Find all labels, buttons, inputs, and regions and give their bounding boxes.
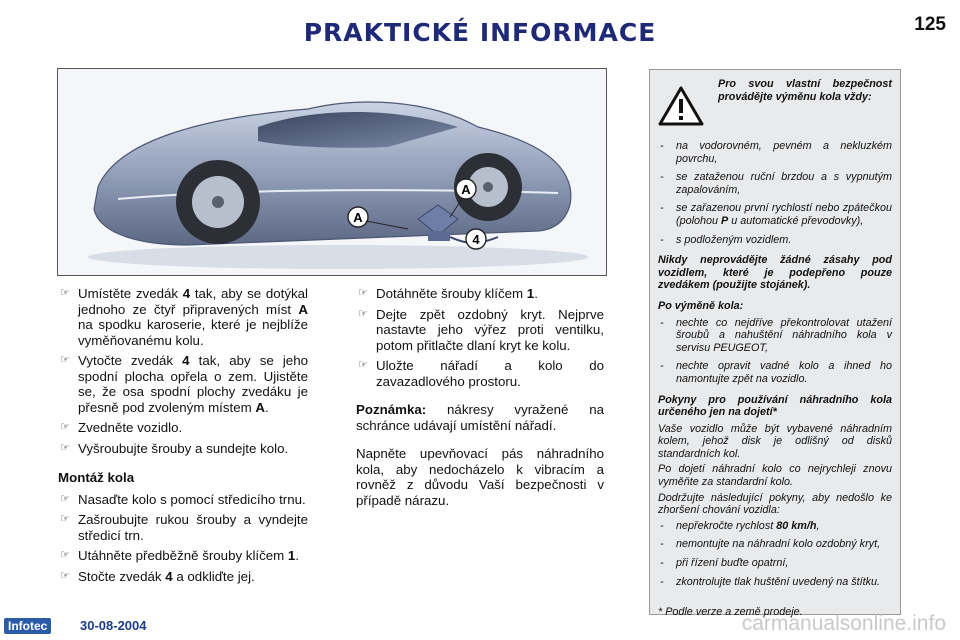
- never-warning: Nikdy neprovádějte žádné zásahy pod vozidlem, které je podepřeno pouze zvedákem (použijte stojánek).: [658, 254, 892, 292]
- list-item: ☞ Stočte zvedák 4 a odkliďte jej.: [60, 568, 255, 584]
- pointer-icon: ☞: [60, 287, 70, 299]
- list-item: - při řízení buďte opatrní,: [660, 557, 789, 570]
- footer-date: 30-08-2004: [80, 618, 147, 633]
- pointer-icon: ☞: [60, 549, 70, 561]
- warning-header: [658, 78, 892, 126]
- spare-wheel-heading: Pokyny pro používání náhradního kola určeného jen na dojetí*: [658, 393, 892, 419]
- watermark: carmanualsonline.info: [741, 612, 946, 635]
- warning-title: Pro svou vlastní bezpečnost provádějte výměnu kola vždy:: [718, 78, 892, 103]
- pointer-icon: ☞: [358, 287, 368, 299]
- list-item: ☞ Nasaďte kolo s pomocí středicího trnu.: [60, 491, 306, 507]
- note-paragraph: Poznámka: nákresy vyražené na schránce udávají umístění nářadí.: [356, 402, 604, 433]
- strap-paragraph: Napněte upevňovací pás náhradního kola, aby nedocházelo k vibracím a rovněž z důvodu Vaší bezpečnosti v případě nárazu.: [356, 446, 604, 508]
- list-item: ☞ Vytočte zvedák 4 tak, aby se jeho spodní plocha opřela o zem. Ujistěte se, že osa spodní plochy zvedáku je přesně pod zvoleným místem A.: [60, 353, 308, 415]
- left-column: [58, 286, 308, 589]
- wheel-change-illustration: [57, 68, 607, 276]
- spare-paragraph: Dodržujte následující pokyny, aby nedošlo ke zhoršení chování vozidla:: [658, 491, 892, 517]
- section-heading: Montáž kola: [58, 470, 135, 485]
- list-item: ☞ Umístěte zvedák 4 tak, aby se dotýkal jednoho ze čtyř připravených míst A na spodku karoserie, které je nejblíže vyměňovanému kolu.: [60, 286, 308, 348]
- list-item: - nepřekročte rychlost 80 km/h,: [660, 519, 820, 532]
- rear-wheel: [176, 160, 260, 244]
- list-item: ☞ Dejte zpět ozdobný kryt. Nejprve nastavte jeho výřez proti ventilku, potom přitlačte dlaní kryt ke kolu.: [358, 306, 604, 353]
- list-item: ☞ Zvedněte vozidlo.: [60, 420, 183, 435]
- right-column: [356, 286, 604, 508]
- svg-text:A: A: [353, 210, 363, 225]
- list-item: - se zařazenou první rychlostí nebo zpátečkou (polohou P u automatické převodovky),: [660, 202, 892, 227]
- spare-paragraph: Po dojetí náhradní kolo co nejrychleji znovu vyměňte za standardní kolo.: [658, 463, 892, 489]
- list-item: - nechte co nejdříve překontrolovat utažení šroubů a nahuštění náhradního kola v servisu PEUGEOT,: [660, 316, 892, 354]
- infotec-badge: Infotec: [4, 618, 51, 634]
- after-change-heading: Po výměně kola:: [658, 299, 744, 312]
- page-title: PRAKTICKÉ INFORMACE: [303, 18, 657, 47]
- list-item: ☞ Dotáhněte šrouby klíčem 1.: [358, 286, 538, 301]
- list-item: - nemontujte na náhradní kolo ozdobný kryt,: [660, 538, 881, 551]
- list-item: - s podloženým vozidlem.: [660, 233, 792, 246]
- pointer-icon: ☞: [60, 513, 70, 525]
- list-item: - se zataženou ruční brzdou a s vypnutým zapalováním,: [660, 171, 892, 196]
- pointer-icon: ☞: [358, 359, 368, 371]
- svg-text:4: 4: [472, 232, 480, 247]
- list-item: - na vodorovném, pevném a nekluzkém povrchu,: [660, 140, 892, 165]
- label-4: [466, 229, 486, 249]
- footnote: * Podle verze a země prodeje.: [658, 606, 803, 619]
- svg-text:A: A: [461, 182, 471, 197]
- pointer-icon: ☞: [60, 421, 70, 433]
- page-number: 125: [914, 14, 946, 35]
- list-item: ☞ Vyšroubujte šrouby a sundejte kolo.: [60, 440, 289, 456]
- pointer-icon: ☞: [60, 569, 70, 582]
- spare-paragraph: Vaše vozidlo může být vybavené náhradním kolem, jehož disk je odlišný od disků standardních kol.: [658, 422, 892, 460]
- safety-warning-box: [649, 69, 901, 619]
- list-item: - nechte opravit vadné kolo a ihned ho namontujte zpět na vozidlo.: [660, 360, 892, 385]
- pointer-icon: ☞: [60, 354, 70, 366]
- warning-triangle-icon: [658, 86, 704, 126]
- pointer-icon: ☞: [60, 492, 70, 505]
- list-item: ☞ Zašroubujte rukou šrouby a vyndejte středicí trn.: [60, 512, 308, 543]
- list-item: ☞ Utáhněte předběžně šrouby klíčem 1.: [60, 548, 300, 563]
- pointer-icon: ☞: [358, 307, 368, 320]
- pointer-icon: ☞: [60, 441, 70, 454]
- list-item: ☞ Uložte nářadí a kolo do zavazadlového prostoru.: [358, 358, 604, 389]
- list-item: - zkontrolujte tlak huštění uvedený na štítku.: [660, 575, 881, 588]
